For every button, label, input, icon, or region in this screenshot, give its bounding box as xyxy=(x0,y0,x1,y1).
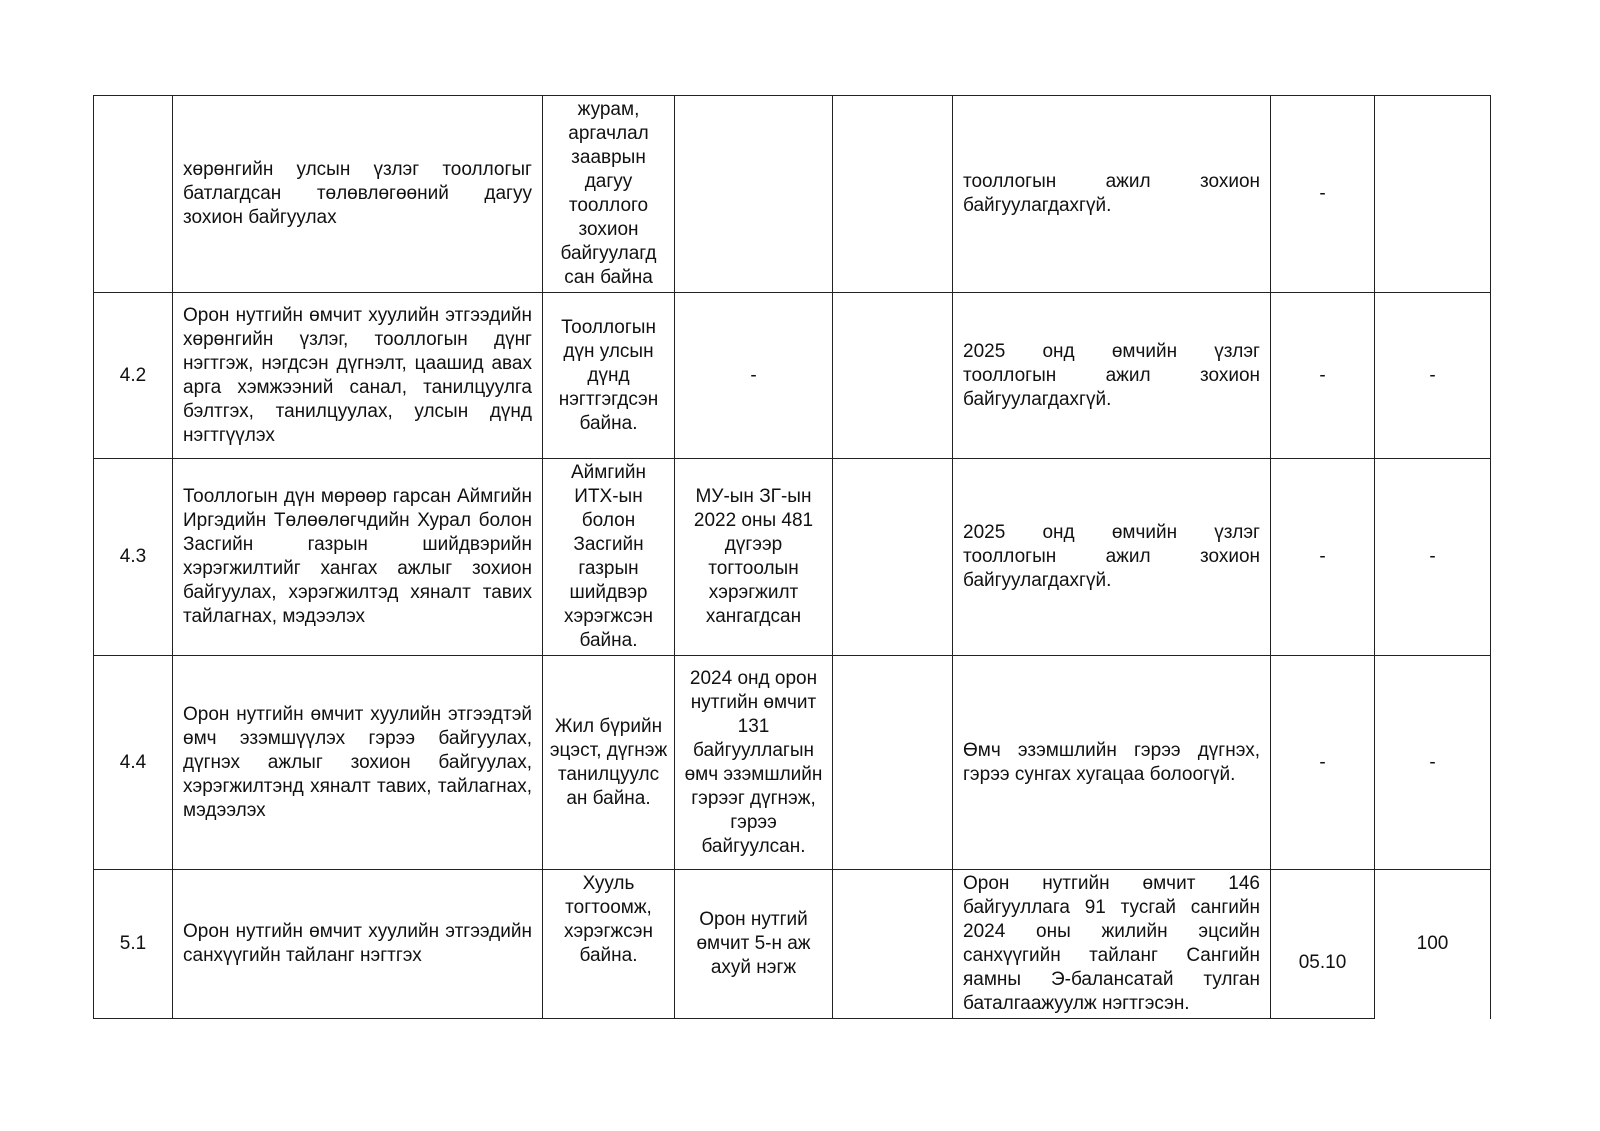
baseline-cell xyxy=(675,96,833,293)
date-cell: - xyxy=(1271,293,1375,459)
progress-cell: 2025 онд өмчийн үзлэг тооллогын ажил зохион байгуулагдахгүй. xyxy=(953,293,1271,459)
percent-cell xyxy=(1375,96,1491,293)
percent-cell: - xyxy=(1375,293,1491,459)
row-number: 4.4 xyxy=(94,656,173,870)
table-row xyxy=(94,293,1491,459)
criteria-cell: Жил бүрийн эцэст, дүгнэж танилцуулс ан байна. xyxy=(543,656,675,870)
target-cell xyxy=(833,96,953,293)
percent-cell: 100 xyxy=(1375,870,1491,1019)
progress-cell: Орон нутгийн өмчит 146 байгууллага 91 тусгай сангийн 2024 оны жилийн эцсийн санхүүгийн тайланг Сангийн яамны Э-балансатай тулган баталгаажуулж нэгтгэсэн. xyxy=(953,870,1271,1019)
target-cell xyxy=(833,656,953,870)
criteria-cell: Хууль тогтоомж, хэрэгжсэн байна. xyxy=(543,870,675,1019)
task-cell: хөрөнгийн улсын үзлэг тооллогыг батлагдсан төлөвлөгөөний дагуу зохион байгуулах xyxy=(173,96,543,293)
table-row xyxy=(94,870,1491,1019)
row-number xyxy=(94,96,173,293)
table-row xyxy=(94,656,1491,870)
criteria-cell: журам, аргачлал зааврын дагуу тооллого зохион байгуулагд сан байна xyxy=(543,96,675,293)
report-table xyxy=(93,95,1491,1019)
progress-cell: Өмч эзэмшлийн гэрээ дүгнэх, гэрээ сунгах хугацаа болоогүй. xyxy=(953,656,1271,870)
date-cell: - xyxy=(1271,656,1375,870)
date-cell: 05.10 xyxy=(1271,870,1375,1019)
row-number: 4.2 xyxy=(94,293,173,459)
date-cell: - xyxy=(1271,96,1375,293)
progress-cell: 2025 онд өмчийн үзлэг тооллогын ажил зохион байгуулагдахгүй. xyxy=(953,459,1271,656)
baseline-cell: 2024 онд орон нутгийн өмчит 131 байгууллагын өмч эзэмшлийн гэрээг дүгнэж, гэрээ байгуулсан. xyxy=(675,656,833,870)
criteria-cell: Аймгийн ИТХ-ын болон Засгийн газрын шийдвэр хэрэгжсэн байна. xyxy=(543,459,675,656)
target-cell xyxy=(833,293,953,459)
task-cell: Орон нутгийн өмчит хуулийн этгээдтэй өмч эзэмшүүлэх гэрээ байгуулах, дүгнэх ажлыг зохион байгуулах, хэрэгжилтэнд хяналт тавих, тайлагнах, мэдээлэх xyxy=(173,656,543,870)
progress-cell: тооллогын ажил зохион байгуулагдахгүй. xyxy=(953,96,1271,293)
date-cell: - xyxy=(1271,459,1375,656)
target-cell xyxy=(833,459,953,656)
table-row xyxy=(94,459,1491,656)
task-cell: Орон нутгийн өмчит хуулийн этгээдийн хөрөнгийн үзлэг, тооллогын дүнг нэгтгэж, нэгдсэн дүгнэлт, цаашид авах арга хэмжээний санал, танилцуулга бэлтгэх, танилцуулах, улсын дүнд нэгтгүүлэх xyxy=(173,293,543,459)
row-number: 5.1 xyxy=(94,870,173,1019)
baseline-cell: - xyxy=(675,293,833,459)
target-cell xyxy=(833,870,953,1019)
table-row xyxy=(94,96,1491,293)
criteria-cell: Тооллогын дүн улсын дүнд нэгтгэгдсэн байна. xyxy=(543,293,675,459)
baseline-cell: МУ-ын ЗГ-ын 2022 оны 481 дүгээр тогтоолын хэрэгжилт хангагдсан xyxy=(675,459,833,656)
row-number: 4.3 xyxy=(94,459,173,656)
task-cell: Тооллогын дүн мөрөөр гарсан Аймгийн Иргэдийн Төлөөлөгчдийн Хурал болон Засгийн газрын шийдвэрийн хэрэгжилтийг хангах ажлыг зохион байгуулах, хэрэгжилтэд хяналт тавих тайлагнах, мэдээлэх xyxy=(173,459,543,656)
percent-cell: - xyxy=(1375,656,1491,870)
baseline-cell: Орон нутгий өмчит 5-н аж ахуй нэгж xyxy=(675,870,833,1019)
percent-cell: - xyxy=(1375,459,1491,656)
task-cell: Орон нутгийн өмчит хуулийн этгээдийн санхүүгийн тайланг нэгтгэх xyxy=(173,870,543,1019)
